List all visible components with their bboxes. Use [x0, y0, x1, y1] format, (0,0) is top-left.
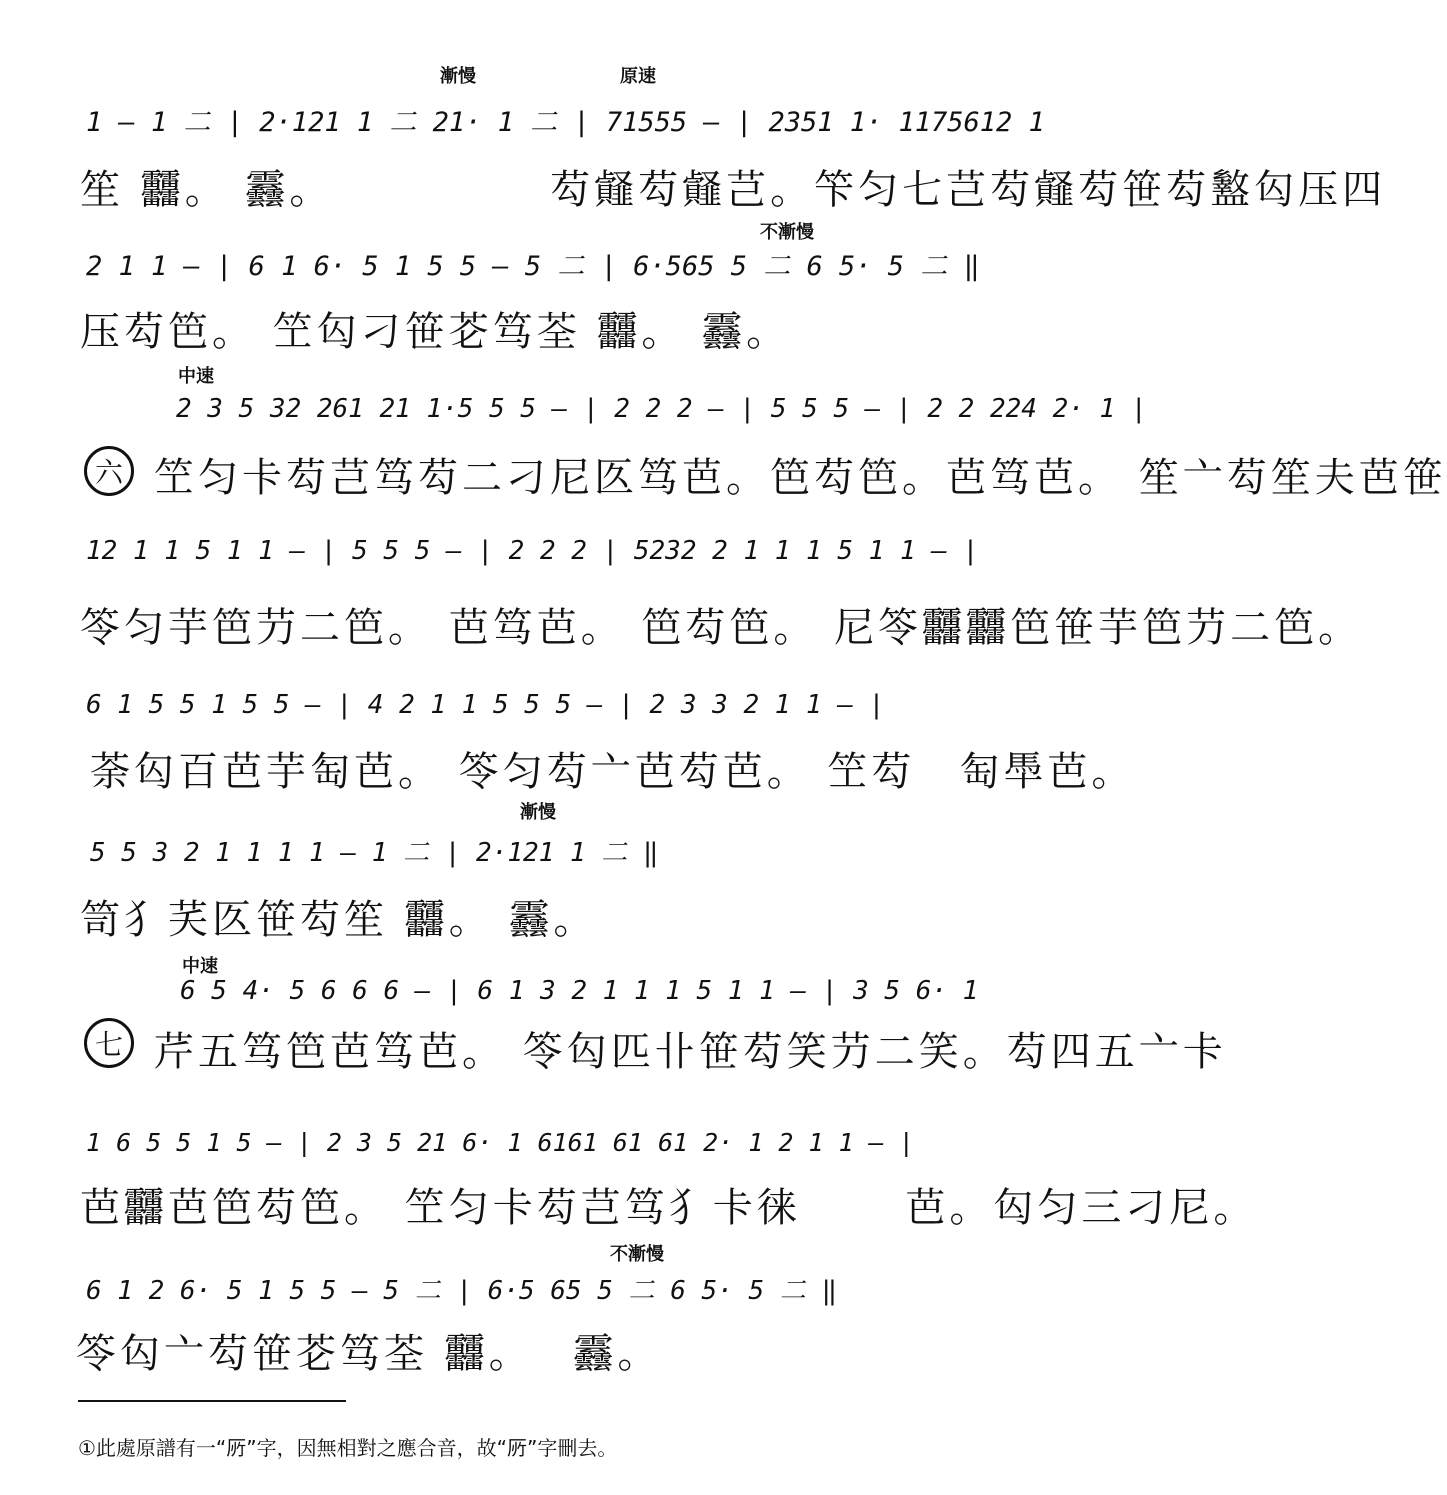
- lyrics-row-1: 笙 䨻。 䨺。 芶䪥芶䪥芑。笇匀七芑芶䪥芶笹芶盭匃压四: [80, 167, 1387, 213]
- notation-row-9: 6 1 2 6· 5 1 5 5 — 5 ⼆ | 6·5 65 5 ⼆ 6 5· 5 ⼆ ‖: [86, 1276, 838, 1306]
- section-marker-six-label: 六: [94, 456, 123, 489]
- lyrics-row-2: 压芶笆。 笁匃刁笹芲笃荃 䨻。 䨺。: [80, 309, 791, 355]
- section-marker-six: [84, 446, 134, 496]
- lyrics-row-8: 芭䨻芭笆芶笆。 笁匀卡芶芑笃犭卡徕 芭。匃匀三刁尼。: [80, 1185, 1258, 1231]
- notation-row-8: 1 6 5 5 1 5 — | 2 3 5 21 6· 1 6161 61 61 2· 1 2 1 1 — |: [86, 1128, 914, 1157]
- lyrics-row-4: 笭匀芋笆芀二笆。 芭笃芭。 笆芶笆。 尼笭䨻䨻笆笹芋笆芀二笆。: [80, 605, 1363, 651]
- notation-row-6: 5 5 3 2 1 1 1 1 — 1 ⼆ | 2·121 1 ⼆ ‖: [90, 838, 659, 868]
- tempo-mark-1: 漸慢: [440, 66, 476, 87]
- tempo-mark-3: 不漸慢: [760, 222, 814, 243]
- tempo-mark-2: 原速: [620, 66, 656, 87]
- notation-row-5: 6 1 5 5 1 5 5 — | 4 2 1 1 5 5 5 — | 2 3 3 2 1 1 — |: [86, 690, 885, 720]
- notation-row-2: 2 1 1 — | 6 1 6· 5 1 5 5 — 5 ⼆ | 6·565 5 ⼆ 6 5· 5 ⼆ ‖: [86, 251, 980, 282]
- notation-row-1: 1 — 1 ⼆ | 2·121 1 ⼆ 21· 1 ⼆ | 71555 — | 2351 1· 1175612 1: [86, 107, 1045, 138]
- footnote-text: ①此處原譜有一“𠩄”字，因無相對之應合音，故“𠩄”字刪去。: [78, 1436, 618, 1460]
- lyrics-row-3: 笁匀卡芶芑笃芶二刁尼匛笃芭。笆芶笆。芭笃芭。 笙亠芶笙夫芭笹: [154, 455, 1447, 501]
- lyrics-row-6: 笥犭芺匛笹芶笙 䨻。 䨺。: [80, 897, 598, 943]
- notation-row-4: 12 1 1 5 1 1 — | 5 5 5 — | 2 2 2 | 5232 2 1 1 1 5 1 1 — |: [86, 536, 979, 566]
- footnote-divider: [78, 1400, 346, 1402]
- lyrics-row-5: 荼匃百芭芋匋芭。 笭匀芶亠芭芶芭。 笁芶 匋䭴芭。: [90, 749, 1136, 795]
- section-marker-seven-label: 七: [94, 1028, 123, 1061]
- tempo-mark-7: 不漸慢: [610, 1244, 664, 1265]
- section-marker-seven: [84, 1018, 134, 1068]
- tempo-mark-6: 中速: [182, 956, 218, 977]
- notation-row-7: 6 5 4· 5 6 6 6 — | 6 1 3 2 1 1 1 5 1 1 — | 3 5 6· 1: [180, 976, 979, 1006]
- tempo-mark-5: 漸慢: [520, 802, 556, 823]
- notation-row-3: 2 3 5 32 261 21 1·5 5 5 — | 2 2 2 — | 5 5 5 — | 2 2 224 2· 1 |: [176, 394, 1147, 424]
- lyrics-row-9: 笭匃亠芶笹芲笃荃 䨻。 䨺。: [76, 1331, 662, 1377]
- tempo-mark-4: 中速: [178, 366, 214, 387]
- lyrics-row-7: 芹五笃笆芭笃芭。 笭匃匹卝笹芶笑芀二笑。芶四五亠卡: [154, 1029, 1227, 1075]
